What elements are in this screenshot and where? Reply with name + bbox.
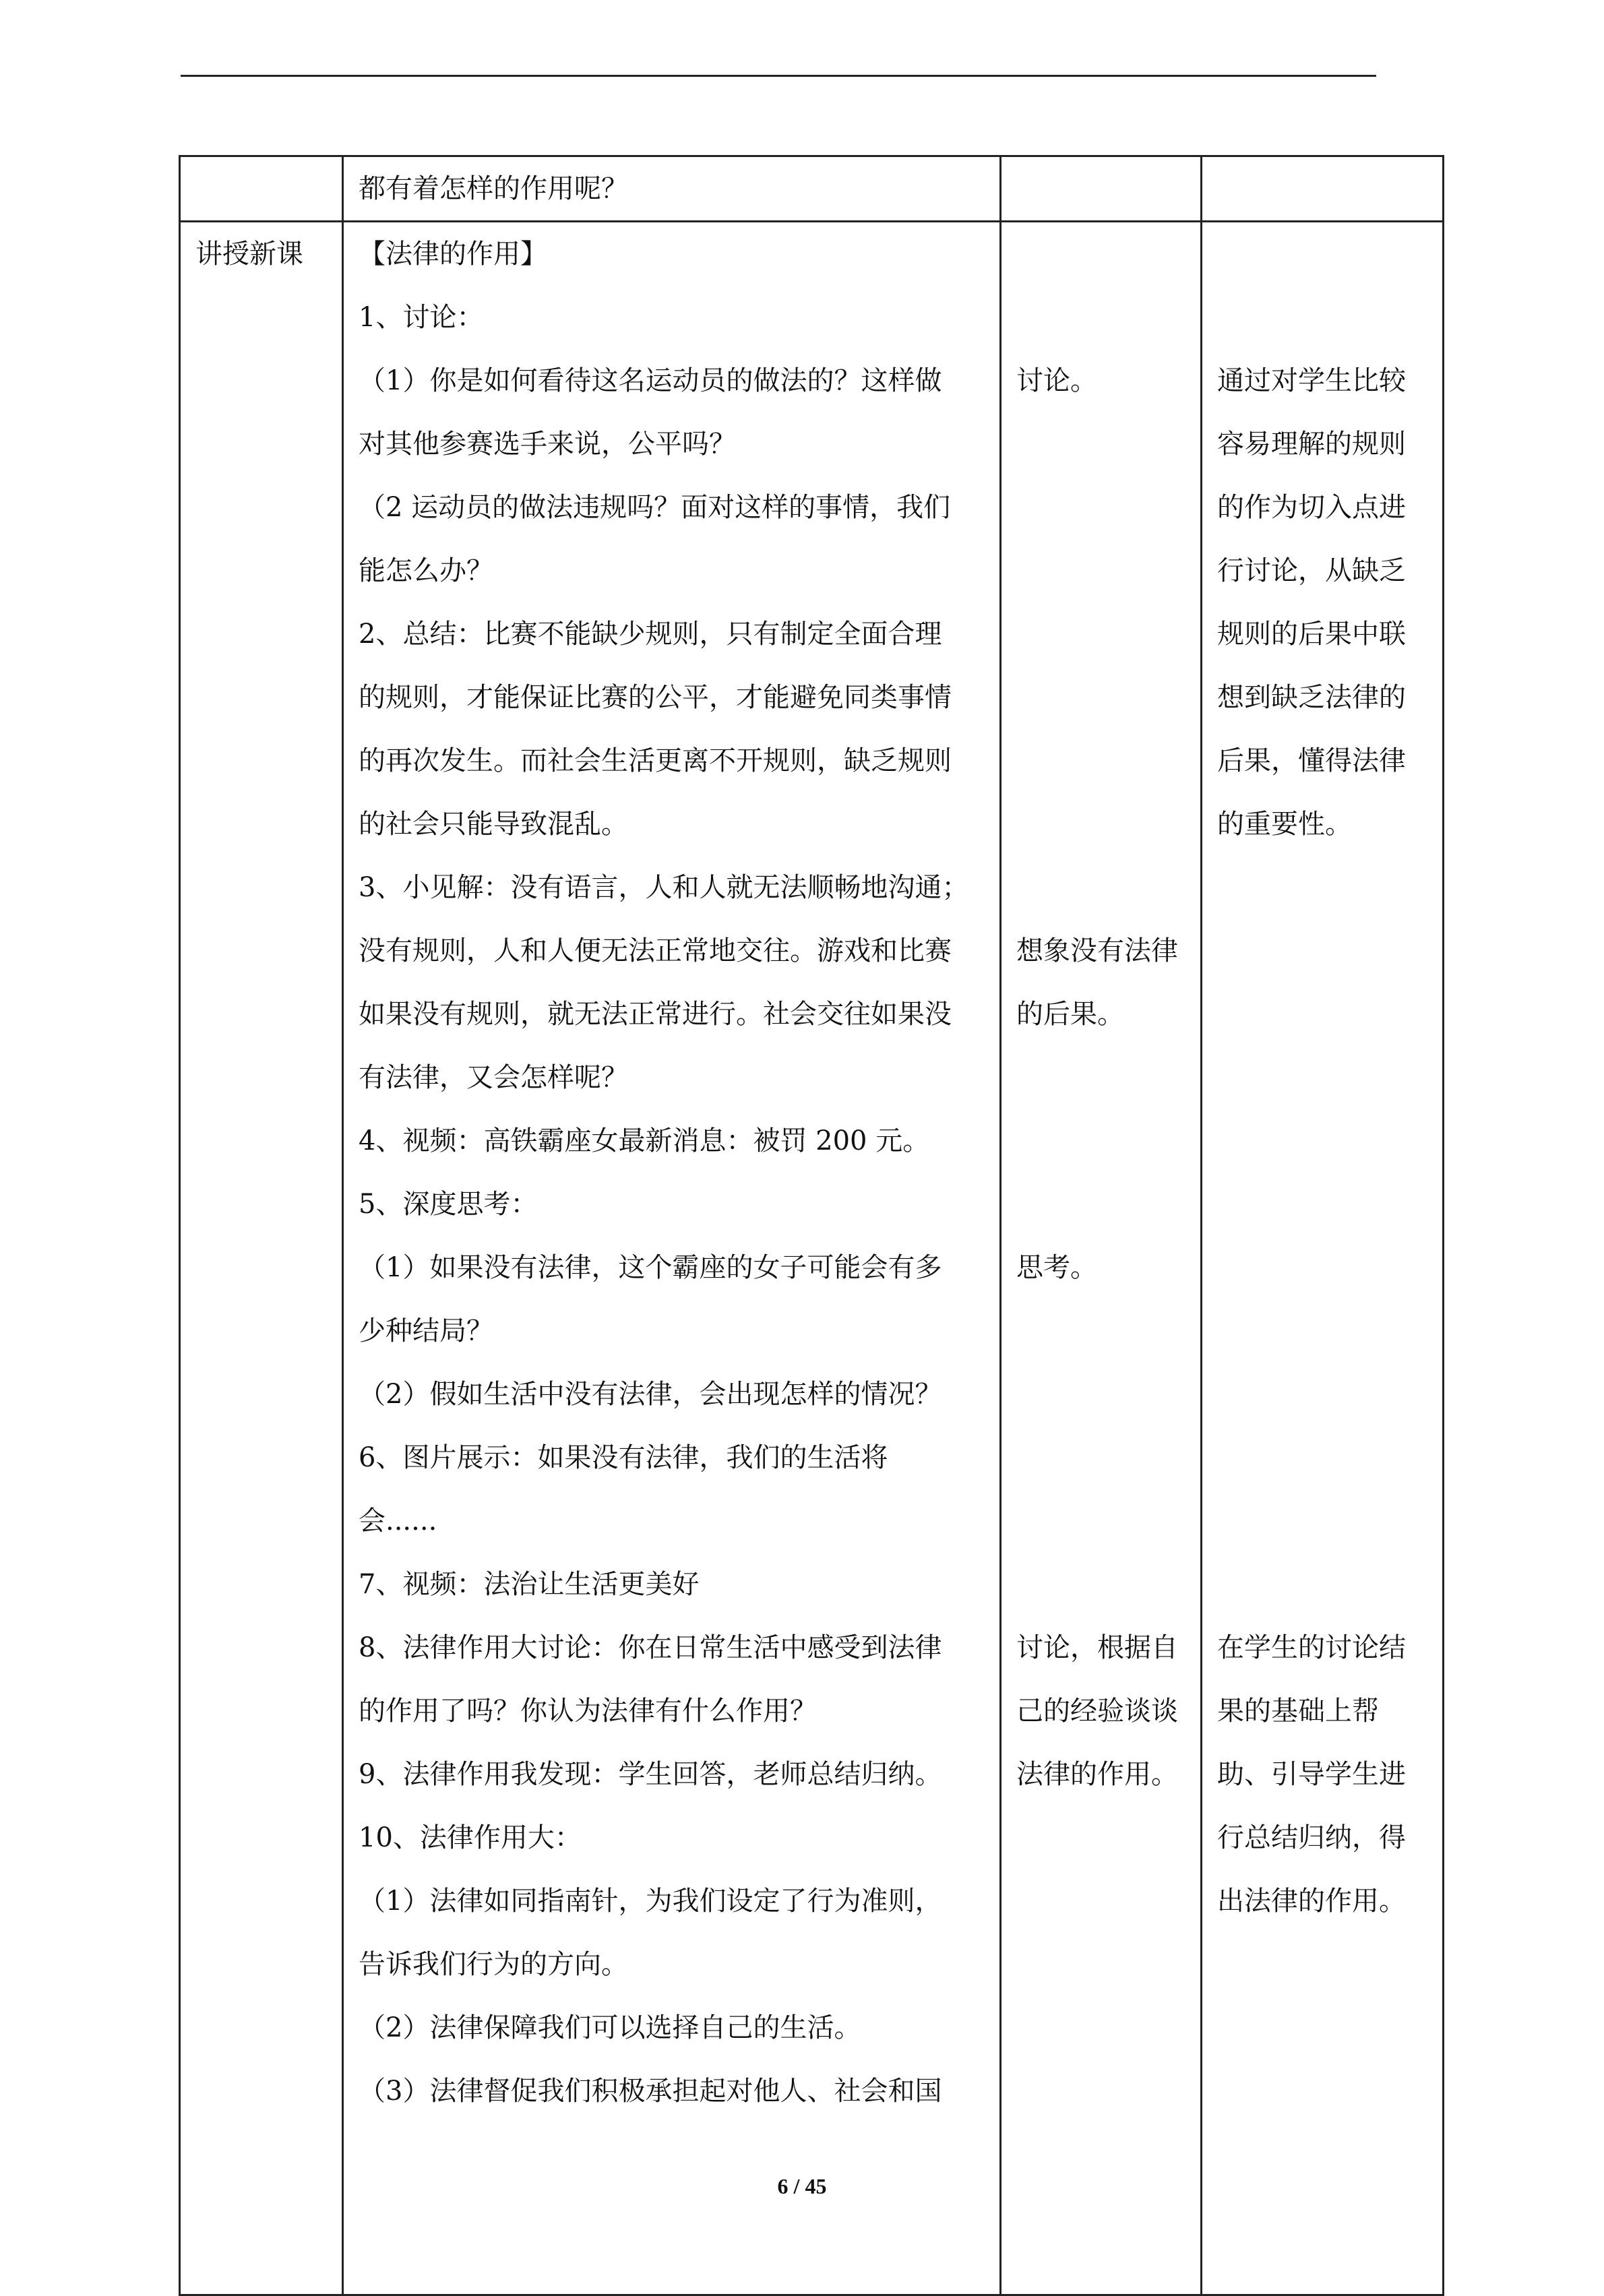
intent-line [1217,222,1427,286]
content-line: 7、视频：法治让生活更美好 [359,1569,700,1600]
content-line: 没有规则，人和人便无法正常地交往。游戏和比赛 [359,935,952,966]
content-line: 3、小见解：没有语言，人和人就无法顺畅地沟通； [359,872,969,903]
activity-line: 讨论，根据自 [1016,1632,1178,1663]
intent-line: 的作为切入点进 [1217,492,1406,523]
intent-line: 规则的后果中联 [1217,619,1406,650]
intent-line: 行讨论，从缺乏 [1217,555,1406,586]
content-line: 8、法律作用大讨论：你在日常生活中感受到法律 [359,1632,942,1663]
intent-line [1217,983,1427,1046]
intent-line: 行总结归纳，得 [1217,1822,1406,1853]
intent-line [1217,1363,1427,1426]
stage-cell [180,156,343,222]
activity-line [1016,1553,1185,1616]
intent-line: 在学生的讨论结 [1217,1632,1406,1663]
activity-line [1016,1109,1185,1173]
intent-line [1217,1109,1427,1173]
table-row [180,156,1444,222]
content-line: 10、法律作用大： [359,1822,582,1853]
activity-line [1016,1426,1185,1489]
lesson-plan-table [179,155,1444,2296]
content-line: 的规则，才能保证比赛的公平，才能避免同类事情 [359,682,952,713]
activity-line [1016,476,1185,539]
activity-line [1016,539,1185,602]
intent-line [1217,856,1427,919]
intent-line [1217,1426,1427,1489]
content-line: （3）法律督促我们积极承担起对他人、社会和国 [359,2076,942,2107]
activity-line [1016,1046,1185,1109]
content-line: （1）你是如何看待这名运动员的做法的？这样做 [359,365,942,396]
table-row [180,222,1444,2295]
content-line: 的社会只能导致混乱。 [359,809,628,840]
content-line: 【法律的作用】 [359,239,547,270]
content-cell [343,222,1001,2295]
intent-line: 通过对学生比较 [1217,365,1406,396]
intent-line: 想到缺乏法律的 [1217,682,1406,713]
activity-line [1016,286,1185,349]
activity-line: 的后果。 [1016,999,1124,1030]
content-line: 1、讨论： [359,302,484,333]
intent-line: 后果，懂得法律 [1217,745,1406,776]
activity-line: 想象没有法律 [1016,935,1178,966]
activity-line [1016,602,1185,666]
intent-line [1217,1553,1427,1616]
intent-line: 出法律的作用。 [1217,1886,1406,1917]
page-number: 6 / 45 [777,2174,827,2198]
content-line: 的再次发生。而社会生活更离不开规则，缺乏规则 [359,745,952,776]
activity-line [1016,1299,1185,1363]
content-line: 告诉我们行为的方向。 [359,1949,628,1980]
content-line: 少种结局？ [359,1315,493,1346]
content-line: 4、视频：高铁霸座女最新消息：被罚 200 元。 [359,1125,930,1156]
intent-line: 容易理解的规则 [1217,429,1406,460]
intent-line [1217,919,1427,983]
activity-line: 己的经验谈谈 [1016,1696,1178,1727]
activity-line [1016,793,1185,856]
content-line: 的作用了吗？你认为法律有什么作用？ [359,1696,817,1727]
activity-line: 思考。 [1016,1252,1097,1283]
intent-line [1217,1236,1427,1299]
intent-line [1217,1046,1427,1109]
content-line: 5、深度思考： [359,1189,538,1220]
activity-line [1016,1363,1185,1426]
intent-line [1217,1173,1427,1236]
student-activity-cell [1001,156,1202,222]
stage-cell [180,222,343,2295]
content-line: （2）假如生活中没有法律，会出现怎样的情况？ [359,1379,942,1410]
activity-line: 法律的作用。 [1016,1759,1178,1790]
content-line: （2 运动员的做法违规吗？面对这样的事情，我们 [359,492,951,523]
intent-line [1217,1489,1427,1553]
intent-line [1217,286,1427,349]
intent-line: 果的基础上帮 [1217,1696,1379,1727]
content-line: 有法律，又会怎样呢？ [359,1062,628,1093]
activity-line [1016,729,1185,793]
content-line: 能怎么办？ [359,555,493,586]
activity-line [1016,1489,1185,1553]
activity-line [1016,412,1185,476]
content-line: 6、图片展示：如果没有法律，我们的生活将 [359,1442,888,1473]
design-intent-cell [1202,222,1444,2295]
student-activity-cell [1001,222,1202,2295]
header-rule [181,75,1376,77]
content-line: （1）如果没有法律，这个霸座的女子可能会有多 [359,1252,942,1283]
activity-line [1016,856,1185,919]
content-line: （2）法律保障我们可以选择自己的生活。 [359,2012,861,2043]
content-line: 如果没有规则，就无法正常进行。社会交往如果没 [359,999,952,1030]
activity-line [1016,666,1185,729]
intent-line: 的重要性。 [1217,809,1352,840]
intent-line: 助、引导学生进 [1217,1759,1406,1790]
content-line: 会...... [359,1506,437,1537]
content-line: 2、总结：比赛不能缺少规则，只有制定全面合理 [359,619,942,650]
content-cell [343,156,1001,222]
activity-line [1016,1173,1185,1236]
content-line: （1）法律如同指南针，为我们设定了行为准则， [359,1886,942,1917]
activity-line: 讨论。 [1016,365,1097,396]
design-intent-cell [1202,156,1444,222]
intent-line [1217,1299,1427,1363]
activity-line [1016,222,1185,286]
stage-label: 讲授新课 [195,239,303,270]
content-line: 都有着怎样的作用呢？ [359,173,628,204]
content-line: 9、法律作用我发现：学生回答，老师总结归纳。 [359,1759,942,1790]
content-line: 对其他参赛选手来说，公平吗？ [359,429,736,460]
